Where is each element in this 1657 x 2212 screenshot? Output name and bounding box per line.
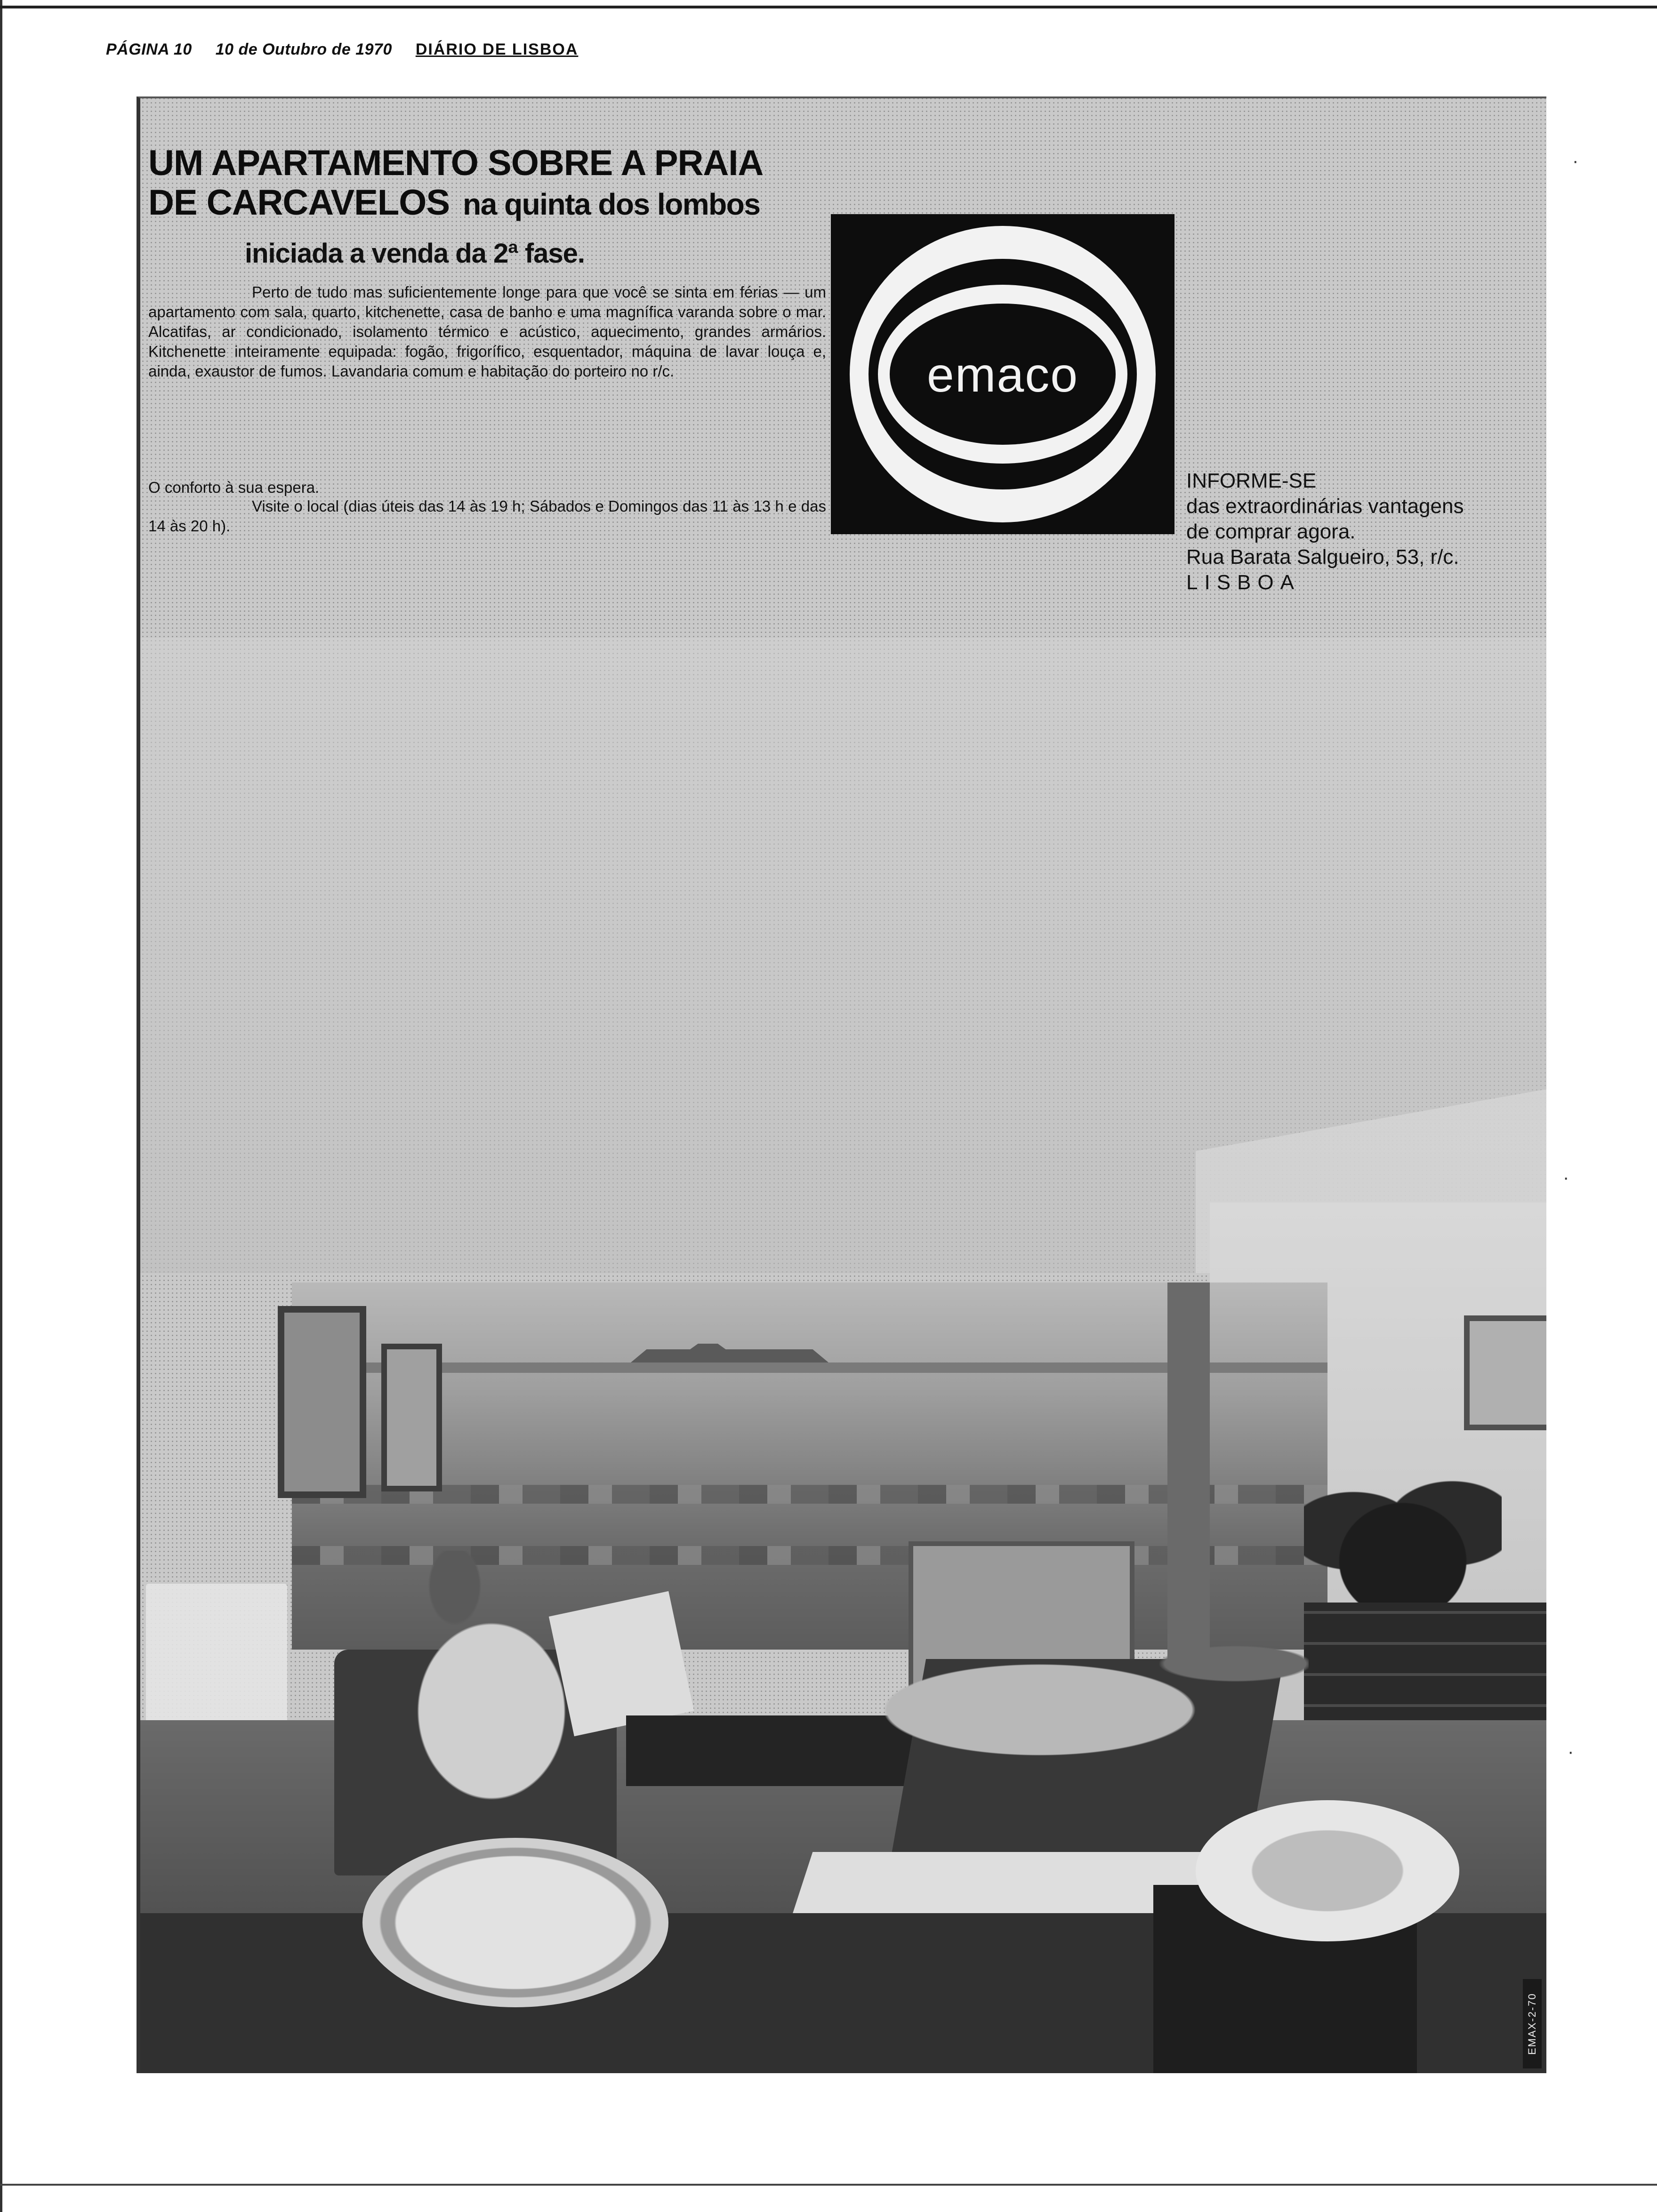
photo-wall-picture [278,1306,366,1498]
photo-wall-picture [1464,1315,1546,1430]
ad-headline [148,144,864,224]
photo-bowl [1196,1800,1459,1941]
photo-plant [1304,1471,1502,1621]
info-buy-now: de comprar agora. [1186,520,1356,543]
newspaper-name: DIÁRIO DE LISBOA [415,40,579,58]
info-title: INFORME-SE [1186,469,1317,492]
page-top-rule [0,6,1657,8]
issue-date: 10 de Outubro de 1970 [215,40,392,58]
running-head [106,40,597,59]
info-city: LISBOA [1186,571,1301,594]
margin-speck: · [1572,151,1579,171]
photo-woman-reclining [819,1631,1309,1763]
info-address: Rua Barata Salgueiro, 53, r/c. [1186,545,1459,569]
info-advantages: das extraordinárias vantagens [1186,495,1464,518]
headline-line-2 [148,183,864,224]
ad-body-copy: Perto de tudo mas suficientemente longe para que você se sinta em férias — um apartamento com sala, quarto, kitchenette, casa de banho e uma magnífica varanda sobre o mar. Alcatifas, ar condicionado, isolamento térmico e acústico, aquecimento, grandes armários. Kitchenette inteiramente equipada: fogão, frigorífico, esquentador, máquina de lavar louça e, ainda, exaustor de fumos. Lavandaria comum e habitação do porteiro no r/c. [148,283,826,380]
margin-speck: · [1563,1167,1569,1188]
headline-location: na quinta dos lombos [463,187,760,221]
emaco-logo [831,214,1174,534]
photo-lampshade [146,1584,287,1739]
ad-contact-info [1186,468,1544,595]
photo-wall-picture [381,1344,442,1491]
logo-wordmark: emaco [926,348,1079,402]
headline-line-1: UM APARTAMENTO SOBRE A PRAIA [148,143,764,183]
ad-visit-hours: Visite o local (dias úteis das 14 às 19 h; Sábados e Domingos das 11 às 13 h e das 14 às 20 h). [148,497,826,535]
advertisement [137,96,1546,2073]
photo-credit: EMAX-2-70 [1523,1979,1542,2068]
headline-place: DE CARCAVELOS [148,183,450,223]
ad-comfort-line: O conforto à sua espera. [148,479,320,496]
ad-subhead: iniciada a venda da 2ª fase. [245,238,585,269]
page-number: PÁGINA 10 [106,40,192,58]
page-left-edge [0,0,2,2212]
photo-plate [362,1838,668,2007]
page-bottom-rule [0,2184,1657,2186]
margin-speck: · [1568,1741,1574,1762]
photo-newspaper [549,1591,694,1736]
